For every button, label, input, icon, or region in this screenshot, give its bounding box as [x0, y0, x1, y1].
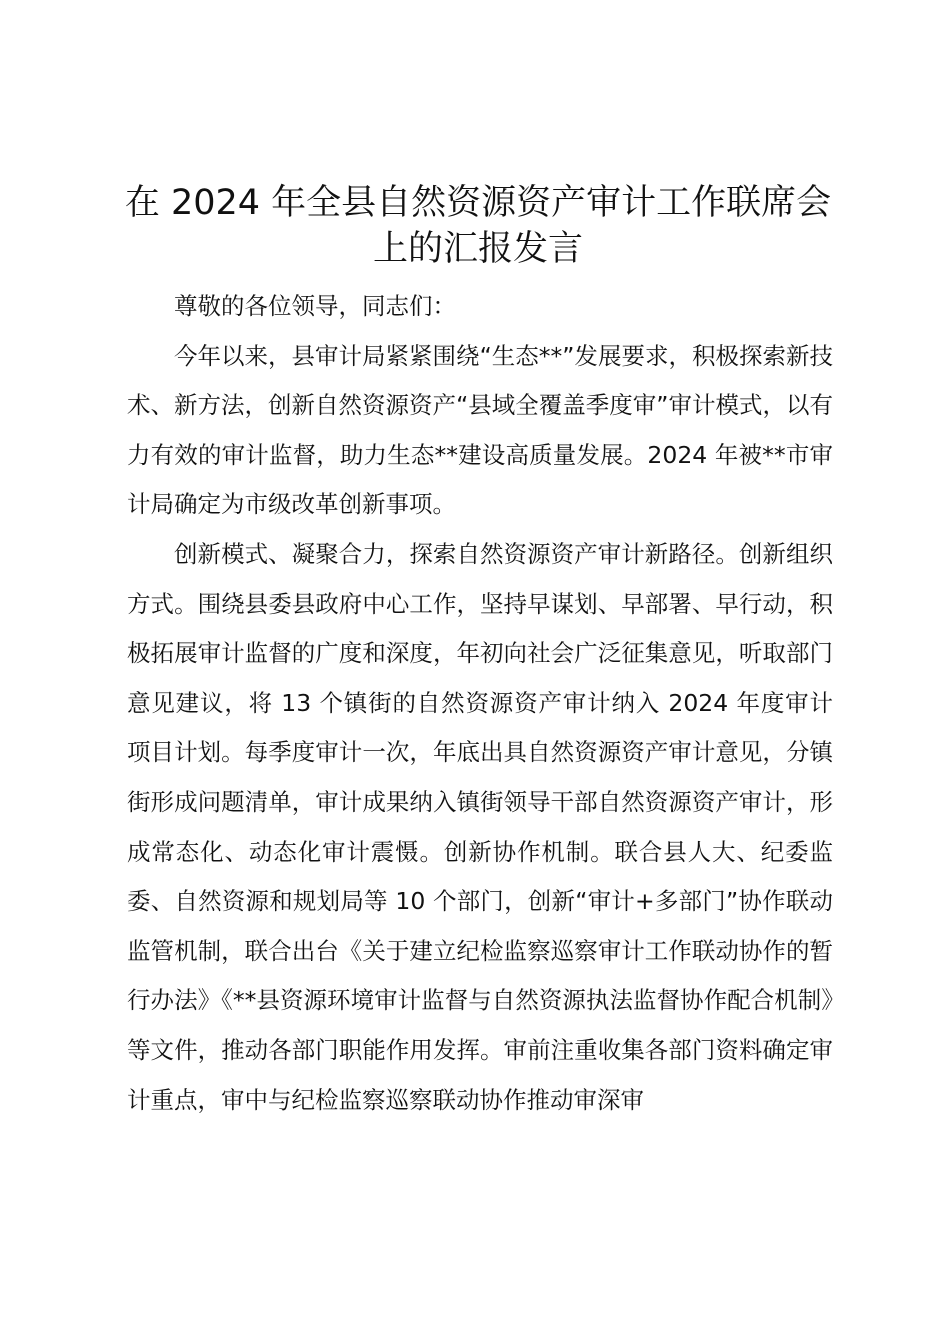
paragraph-intro: 今年以来，县审计局紧紧围绕“生态**”发展要求，积极探索新技术、新方法，创新自然资源资产“县域全覆盖季度审”审计模式，以有力有效的审计监督，助力生态**建设高质量发展。2024 年被**市审计局确定为市级改革创新事项。 — [127, 341, 833, 519]
document-body — [127, 282, 833, 1125]
document-title: 在 2024 年全县自然资源资产审计工作联席会上的汇报发言 — [124, 183, 832, 269]
salutation: 尊敬的各位领导，同志们： — [174, 292, 456, 320]
paragraph-innovation: 创新模式、凝聚合力，探索自然资源资产审计新路径。创新组织方式。围绕县委县政府中心工作，坚持早谋划、早部署、早行动，积极拓展审计监督的广度和深度，年初向社会广泛征集意见，听取部门意见建议，将 13 个镇街的自然资源资产审计纳入 2024 年度审计项目计划。每季度审计一次，年底出具自然资源资产审计意见，分镇街形成问题清单，审计成果纳入镇街领导干部自然资源资产审计，形成常态化、动态化审计震慑。创新协作机制。联合县人大、纪委监委、自然资源和规划局等 10 个部门，创新“审计+多部门”协作联动监管机制，联合出台《关于建立纪检监察巡察审计工作联动协作的暂行办法》《**县资源环境审计监督与自然资源执法监督协作配合机制》等文件，推动各部门职能作用发挥。审前注重收集各部门资料确定审计重点，审中与纪检监察巡察联动协作推动审深审 — [127, 539, 833, 1114]
